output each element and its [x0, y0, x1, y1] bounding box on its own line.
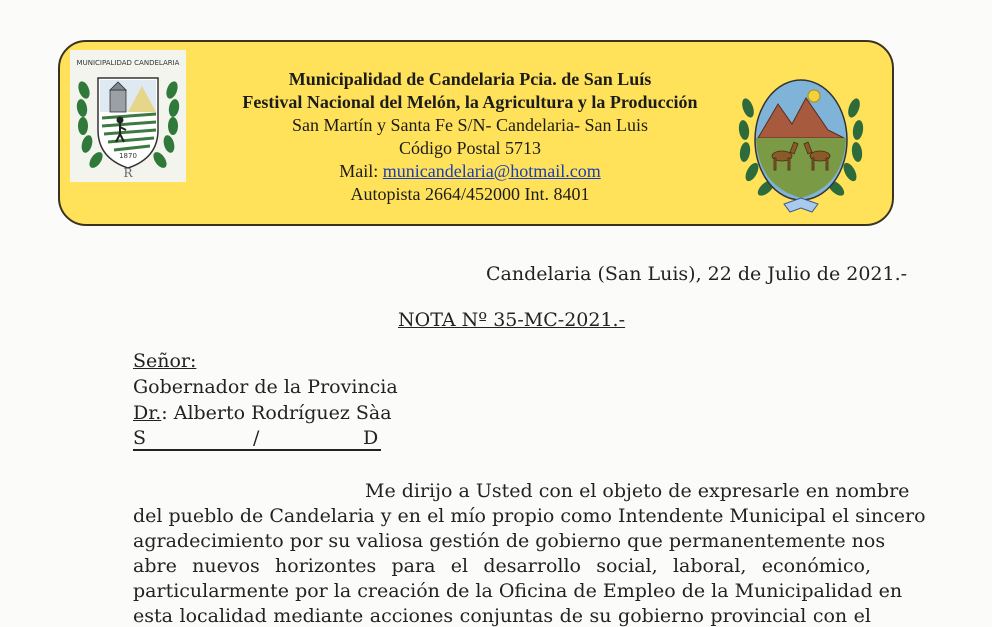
sd-mid: / [253, 427, 260, 449]
address-line: San Martín y Santa Fe S/N- Candelaria- San Luis [292, 115, 648, 135]
sd-right: D [363, 427, 379, 449]
mail-label: Mail: [339, 161, 379, 181]
addressee-name-line [133, 402, 392, 424]
svg-text:MUNICIPALIDAD CANDELARIA: MUNICIPALIDAD CANDELARIA [76, 59, 180, 67]
body-line-4: abre nuevos horizontes para el desarrollo social, laboral, económico, [133, 555, 871, 577]
mail-link[interactable]: municandelaria@hotmail.com [382, 161, 601, 181]
sd-left: S [133, 427, 147, 449]
provincial-coat-of-arms-icon [736, 58, 866, 218]
sd-line [133, 427, 381, 451]
addressee-name: : Alberto Rodríguez Sàa [161, 402, 392, 424]
salutation: Señor: [133, 350, 197, 372]
date-line: Candelaria (San Luis), 22 de Julio de 2021.- [486, 263, 908, 285]
svg-text:R: R [123, 166, 133, 180]
body-line-5: particularmente por la creación de la Oficina de Empleo de la Municipalidad en [133, 580, 903, 602]
postal-code: Código Postal 5713 [398, 138, 541, 158]
letterhead-text [220, 68, 720, 206]
svg-text:1870: 1870 [119, 152, 137, 160]
body-line-2: del pueblo de Candelaria y en el mío propio como Intendente Municipal el sincero [133, 505, 926, 527]
note-number: NOTA Nº 35-MC-2021.- [398, 309, 626, 331]
phone-line: Autopista 2664/452000 Int. 8401 [350, 184, 590, 204]
addressee-title: Gobernador de la Provincia [133, 376, 398, 398]
sd-underline [133, 449, 381, 451]
municipality-name: Municipalidad de Candelaria Pcia. de San Luís [288, 69, 652, 89]
body-line-1: Me dirijo a Usted con el objeto de expresarle en nombre [365, 480, 910, 502]
body-line-6: esta localidad mediante acciones conjuntas de su gobierno provincial con el [133, 605, 871, 627]
festival-name: Festival Nacional del Melón, la Agricultura y la Producción [242, 92, 698, 112]
body-line-3: agradecimiento por su valiosa gestión de gobierno que permanentemente nos [133, 530, 886, 552]
municipal-shield-emblem-icon [70, 50, 186, 182]
mail-line [220, 160, 720, 183]
addressee-name-prefix: Dr. [133, 402, 162, 424]
